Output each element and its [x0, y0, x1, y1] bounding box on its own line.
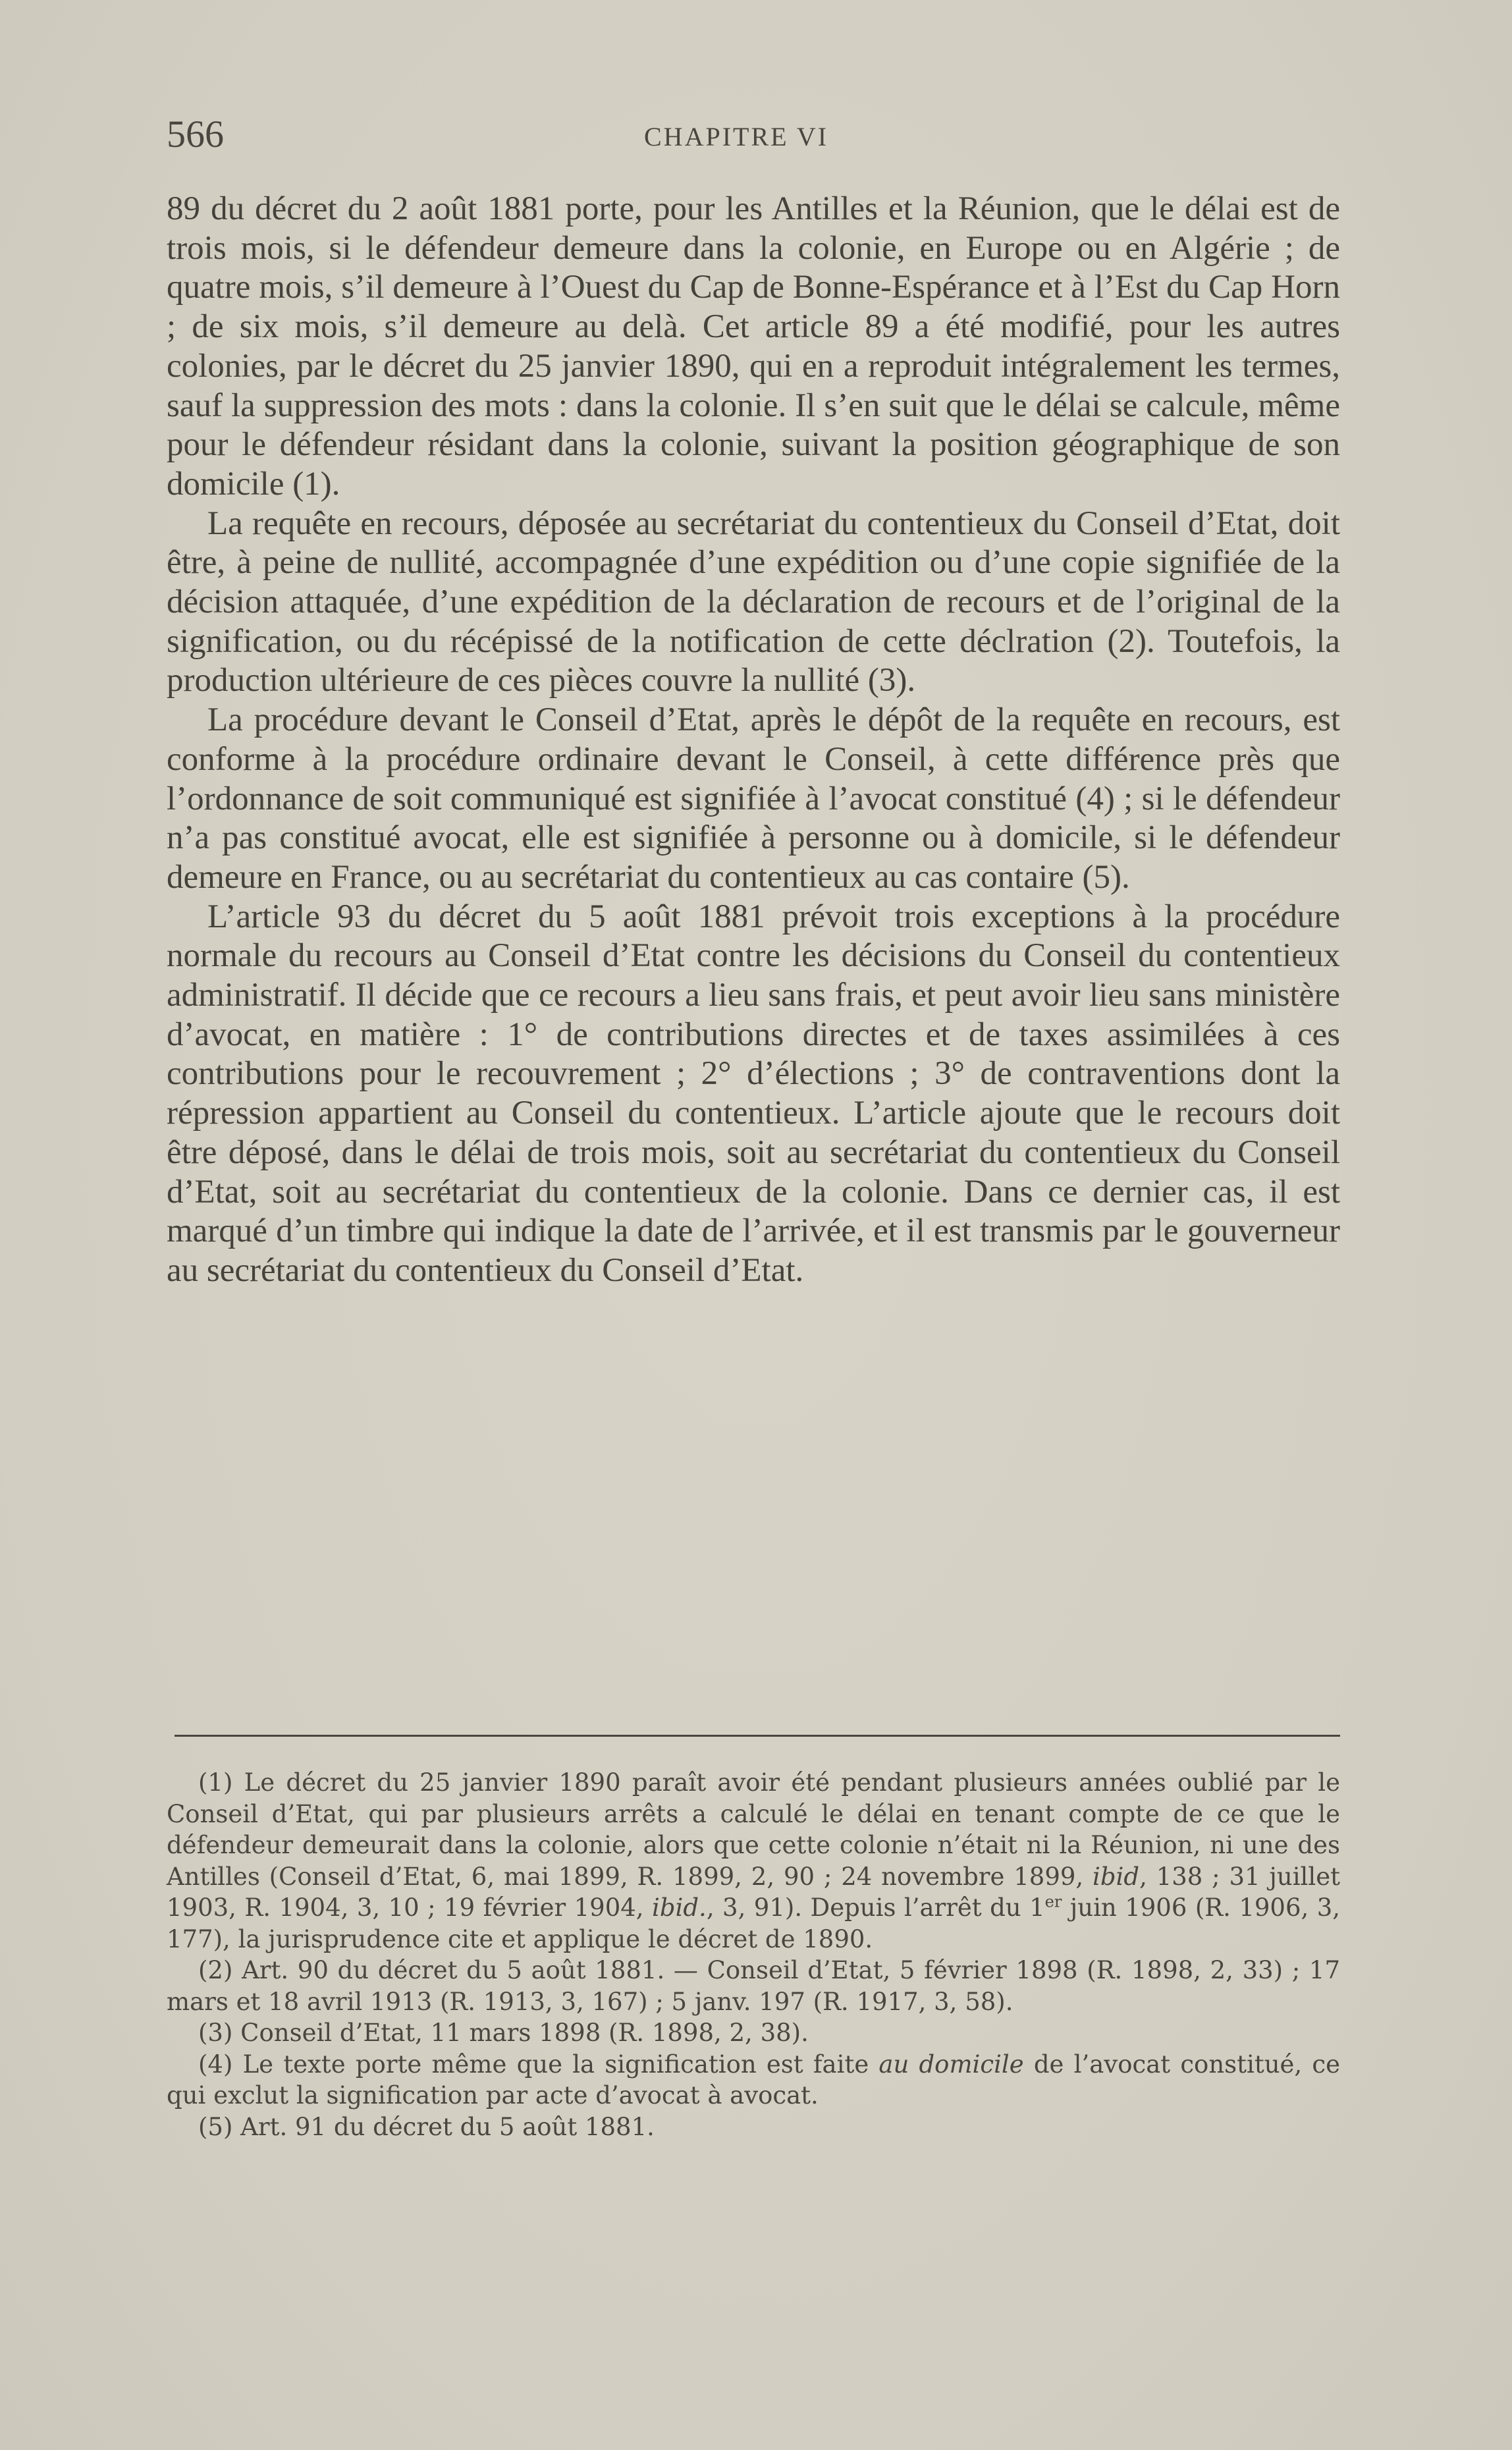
footnotes — [167, 1767, 1340, 2142]
footnote-4-text-b: de l’avocat constitué, ce qui exclut la signification par acte d’avocat à avocat. — [167, 2050, 1341, 2110]
footnote-1-ibid-1: ibid — [1093, 1862, 1140, 1891]
footnote-1-text-b: , 138 ; 31 juillet 1903, R. 1904, 3, 10 ; 19 février 1904, — [167, 1862, 1340, 1922]
footnote-1-text-d: juin 1906 (R. 1906, 3, 177), la jurisprudence cite et applique le décret de 1890. — [167, 1893, 1341, 1953]
footnote-1-text-a: (1) Le décret du 25 janvier 1890 paraît avoir été pendant plusieurs années oublié par le Conseil d’Etat, qui par plusieurs arrêts a calculé le délai en tenant compte de ce que le défendeur demeurait dans la colonie, alors que cette colonie n’était ni la Réunion, ni une des Antilles (Conseil d’Etat, 6, mai 1899, R. 1899, 2, 90 ; 24 novembre 1899, — [167, 1768, 1340, 1891]
footnote-separator — [175, 1735, 1340, 1737]
footnote-1-text-c: , 3, 91). Depuis l’arrêt du 1 — [706, 1893, 1045, 1922]
paragraph-1: 89 du décret du 2 août 1881 porte, pour les Antilles et la Réunion, que le délai est de trois mois, si le défendeur demeure dans la colonie, en Europe ou en Algérie ; de quatre mois, s’il demeure à l’Ouest du Cap de Bonne-Espérance et à l’Est du Cap Horn ; de six mois, s’il demeure au delà. Cet article 89 a été modifié, pour les autres colonies, par le décret du 25 janvier 1890, qui en a reproduit intégralement les termes, sauf la suppression des mots : dans la colonie. Il s’en suit que le délai se calcule, même pour le défendeur résidant dans la colonie, suivant la position géographique de son domicile (1). — [167, 190, 1340, 503]
footnote-1 — [167, 1767, 1340, 1955]
footnote-4-italic: au domicile — [878, 2050, 1024, 2079]
page-header — [167, 112, 1340, 158]
paragraph-4: L’article 93 du décret du 5 août 1881 prévoit trois exceptions à la procédure normale du recours au Conseil d’Etat contre les décisions du Conseil du contentieux administratif. Il décide que ce recours a lieu sans frais, et peut avoir lieu sans ministère d’avocat, en matière : 1° de contributions directes et de taxes assimilées à ces contributions pour le recouvrement ; 2° d’élections ; 3° de contraventions dont la répression appartient au Conseil du contentieux. L’article ajoute que le recours doit être déposé, dans le délai de trois mois, soit au secrétariat du contentieux du Conseil d’Etat, soit au secrétariat du contentieux de la colonie. Dans ce dernier cas, il est marqué d’un timbre qui indique la date de l’arrivée, et il est transmis par le gouverneur au secrétariat du contentieux du Conseil d’Etat. — [167, 898, 1340, 1289]
paragraph-3: La procédure devant le Conseil d’Etat, après le dépôt de la requête en recours, est conforme à la procédure ordinaire devant le Conseil, à cette différence près que l’ordonnance de soit communiqué est signifiée à l’avocat constitué (4) ; si le défendeur n’a pas constitué avocat, elle est signifiée à personne ou à domicile, si le défendeur demeure en France, ou au secrétariat du contentieux au cas contaire (5). — [167, 701, 1340, 896]
footnote-1-superscript: er — [1044, 1892, 1062, 1911]
page-number: 566 — [167, 113, 224, 155]
footnote-2: (2) Art. 90 du décret du 5 août 1881. — Conseil d’Etat, 5 février 1898 (R. 1898, 2, 33) ; 17 mars et 18 avril 1913 (R. 1913, 3, 167) ; 5 janv. 197 (R. 1917, 3, 58). — [167, 1956, 1340, 2016]
main-text — [167, 190, 1340, 1291]
running-head: CHAPITRE VI — [644, 122, 829, 151]
paragraph-2: La requête en recours, déposée au secrétariat du contentieux du Conseil d’Etat, doit être, à peine de nullité, accompagnée d’une expédition ou d’une copie signifiée de la décision attaquée, d’une expédition de la déclaration de recours et de l’original de la signification, ou du récépissé de la notification de cette déclration (2). Toutefois, la production ultérieure de ces pièces couvre la nullité (3). — [167, 504, 1340, 699]
footnote-5: (5) Art. 91 du décret du 5 août 1881. — [198, 2112, 655, 2141]
footnote-4-text-a: (4) Le texte porte même que la signification est faite — [198, 2050, 869, 2079]
footnote-4 — [167, 2049, 1340, 2111]
footnote-3: (3) Conseil d’Etat, 11 mars 1898 (R. 1898, 2, 38). — [198, 2019, 809, 2047]
footnote-1-ibid-2: ibid. — [652, 1893, 707, 1922]
